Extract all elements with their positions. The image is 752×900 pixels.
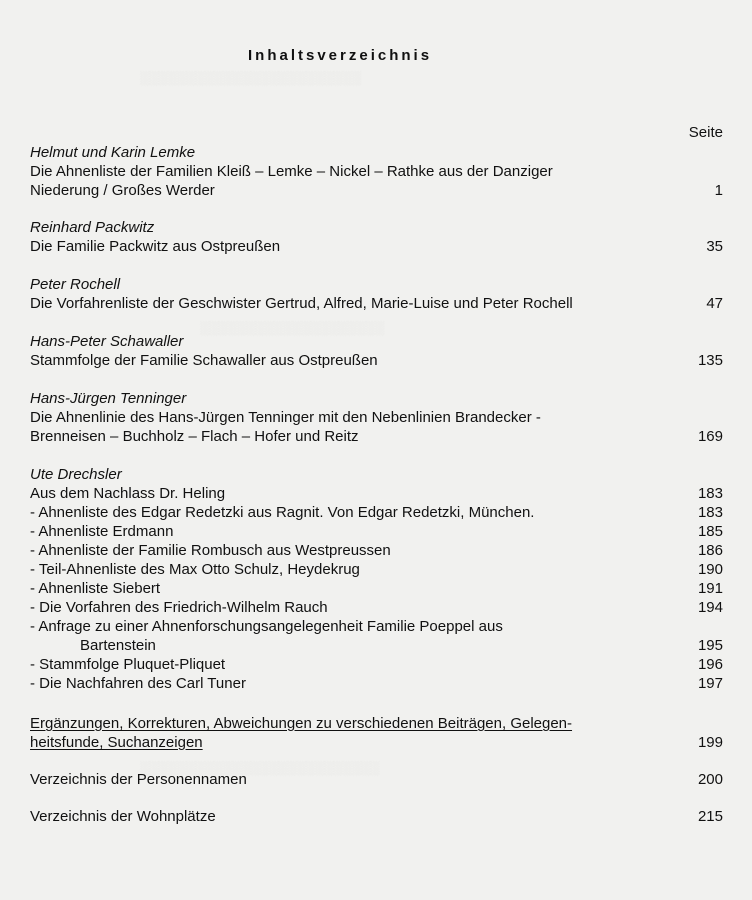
entry-page-number: 195 [697, 637, 723, 654]
entry-page-number: 200 [697, 771, 723, 788]
entry-title-line: Ergänzungen, Korrekturen, Abweichungen zu verschiedenen Beiträgen, Gelegen- [30, 715, 573, 732]
entry-page-number: 197 [697, 675, 723, 692]
entry-author: Peter Rochell [30, 276, 121, 293]
entry-page-number: 190 [697, 561, 723, 578]
sub-entry-title: Aus dem Nachlass Dr. Heling [30, 485, 226, 502]
entry-title-line: Die Ahnenlinie des Hans-Jürgen Tenninger mit den Nebenlinien Brandecker - [30, 409, 541, 426]
sub-entry-title: - Ahnenliste Siebert [30, 580, 161, 597]
entry-page-number: 185 [697, 523, 723, 540]
entry-title-line: Die Vorfahrenliste der Geschwister Gertrud, Alfred, Marie-Luise und Peter Rochell [30, 295, 573, 312]
entry-page-number: 183 [697, 485, 723, 502]
show-through-text: ░░░░░░░░░░░░░░░░░░░░ [200, 320, 385, 335]
sub-entry-title: - Die Vorfahren des Friedrich-Wilhelm Rauch [30, 599, 328, 616]
page-title: Inhaltsverzeichnis [248, 47, 433, 64]
entry-page-number: 196 [697, 656, 723, 673]
entry-title-line: Die Familie Packwitz aus Ostpreußen [30, 238, 281, 255]
entry-page-number: 169 [697, 428, 723, 445]
entry-page-number: 35 [706, 238, 723, 255]
sub-entry-title: Bartenstein [80, 637, 156, 654]
entry-page-number: 194 [697, 599, 723, 616]
entry-title-line: Niederung / Großes Werder [30, 182, 215, 199]
sub-entry-title: - Teil-Ahnenliste des Max Otto Schulz, Heydekrug [30, 561, 360, 578]
entry-page-number: 135 [697, 352, 723, 369]
entry-author: Hans-Jürgen Tenninger [30, 390, 187, 407]
show-through-text: ░░░░░░░░░░░░░░░░░░░░░░░░░░ [140, 760, 380, 775]
entry-title-line: heitsfunde, Suchanzeigen [30, 734, 203, 751]
entry-title-line: Stammfolge der Familie Schawaller aus Ostpreußen [30, 352, 378, 369]
entry-author: Hans-Peter Schawaller [30, 333, 184, 350]
show-through-text: ░░░░░░░░░░░░░░░░░░░░░░░░ [140, 70, 362, 85]
sub-entry-title: - Ahnenliste Erdmann [30, 523, 174, 540]
entry-page-number: 183 [697, 504, 723, 521]
sub-entry-title: - Die Nachfahren des Carl Tuner [30, 675, 246, 692]
entry-title-line: Verzeichnis der Personennamen [30, 771, 247, 788]
entry-author: Reinhard Packwitz [30, 219, 155, 236]
sub-entry-title: - Ahnenliste der Familie Rombusch aus Westpreussen [30, 542, 391, 559]
entry-page-number: 215 [697, 808, 723, 825]
entry-page-number: 1 [714, 182, 723, 199]
entry-page-number: 186 [697, 542, 723, 559]
entry-page-number: 191 [697, 580, 723, 597]
entry-page-number: 199 [697, 734, 723, 751]
entry-title-line: Die Ahnenliste der Familien Kleiß – Lemke – Nickel – Rathke aus der Danziger [30, 163, 553, 180]
page-column-header: Seite [688, 124, 723, 141]
sub-entry-title: - Stammfolge Pluquet-Pliquet [30, 656, 226, 673]
entry-author: Ute Drechsler [30, 466, 122, 483]
sub-entry-title: - Anfrage zu einer Ahnenforschungsangelegenheit Familie Poeppel aus [30, 618, 503, 635]
table-of-contents [30, 0, 723, 900]
entry-title-line: Verzeichnis der Wohnplätze [30, 808, 216, 825]
entry-page-number: 47 [706, 295, 723, 312]
sub-entry-title: - Ahnenliste des Edgar Redetzki aus Ragnit. Von Edgar Redetzki, München. [30, 504, 535, 521]
entry-title-line: Brenneisen – Buchholz – Flach – Hofer und Reitz [30, 428, 359, 445]
entry-author: Helmut und Karin Lemke [30, 144, 196, 161]
